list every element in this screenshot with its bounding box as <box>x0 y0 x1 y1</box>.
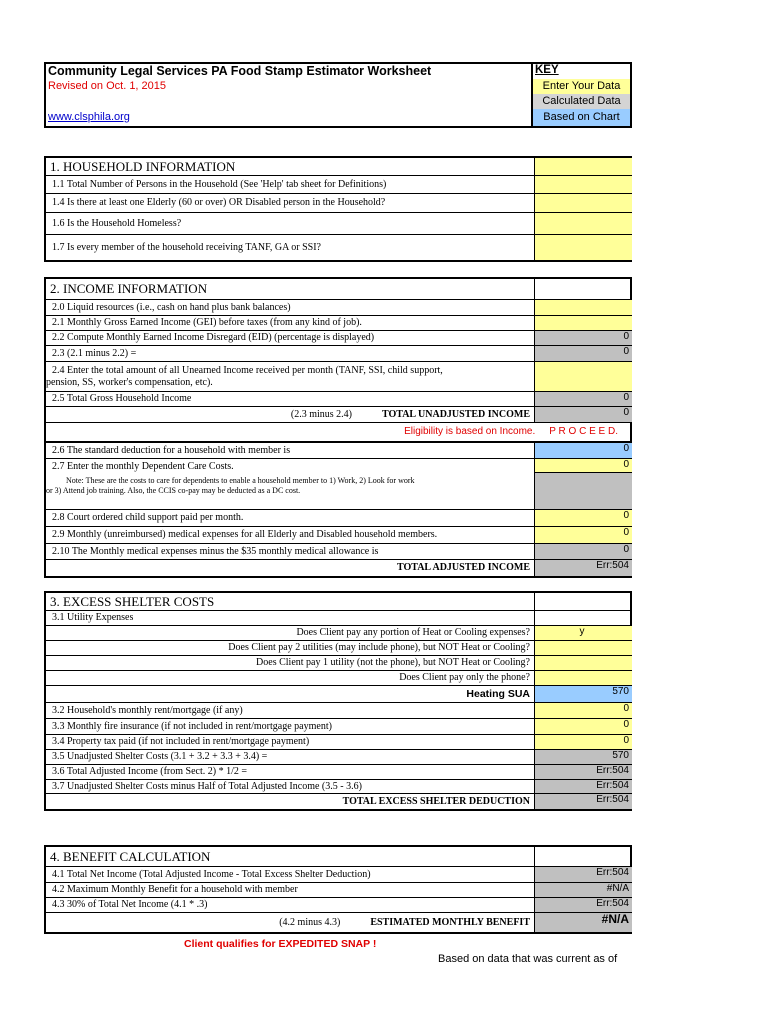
dependent-care-label <box>46 459 534 509</box>
row-3-5 <box>46 750 632 765</box>
row-heating-sua <box>46 686 632 703</box>
benefit-title-text: 4. BENEFIT CALCULATION <box>50 848 211 864</box>
row-3-3 <box>46 719 632 735</box>
row-2-7 <box>46 459 632 510</box>
row-1-7 <box>46 235 632 260</box>
benefit-title-cell <box>534 847 632 866</box>
row-total-unadjusted <box>46 407 632 423</box>
elderly-label: 1.4 Is there at least one Elderly (60 or over) OR Disabled person in the Household? <box>52 197 386 209</box>
row-3-1 <box>46 611 632 626</box>
total-unadjusted-label <box>46 407 534 422</box>
row-2-3 <box>46 346 632 362</box>
shelter-minus-value: Err:504 <box>534 780 632 793</box>
row-1-6 <box>46 213 632 235</box>
medical-minus-value: 0 <box>534 544 632 559</box>
shelter-section-title <box>46 593 632 611</box>
income-section-title <box>46 279 632 300</box>
fire-insurance-input[interactable]: 0 <box>534 719 632 734</box>
total-unadjusted-value: 0 <box>534 407 632 422</box>
one-utility-input[interactable] <box>534 656 632 670</box>
medical-label: 2.9 Monthly (unreimbursed) medical expenses for all Elderly and Disabled household members. <box>52 529 438 541</box>
homeless-label: 1.6 Is the Household Homeless? <box>52 217 182 229</box>
half-adjusted-label: 3.6 Total Adjusted Income (from Sect. 2) * 1/2 = <box>52 766 247 778</box>
row-4-2 <box>46 883 632 898</box>
persons-input[interactable] <box>534 176 632 193</box>
liquid-resources-input[interactable] <box>534 300 632 315</box>
dependent-care-gray <box>535 473 632 509</box>
row-2-6 <box>46 443 632 459</box>
household-title-cell <box>534 158 632 175</box>
phone-only-question: Does Client pay only the phone? <box>399 672 530 684</box>
shelter-minus-label: 3.7 Unadjusted Shelter Costs minus Half of Total Adjusted Income (3.5 - 3.6) <box>52 780 362 792</box>
row-2-4 <box>46 362 632 392</box>
utility-expenses-cell <box>534 611 632 625</box>
rent-label: 3.2 Household's monthly rent/mortgage (if any) <box>52 704 243 716</box>
row-2-2 <box>46 331 632 346</box>
fire-insurance-label: 3.3 Monthly fire insurance (if not included in rent/mortgage payment) <box>52 720 332 732</box>
max-benefit-label: 4.2 Maximum Monthly Benefit for a household with member <box>52 884 298 896</box>
liquid-resources-label: 2.0 Liquid resources (i.e., cash on hand plus bank balances) <box>52 301 291 313</box>
property-tax-label: 3.4 Property tax paid (if not included in rent/mortgage payment) <box>52 736 310 748</box>
estimated-benefit-calc: (4.2 minus 4.3) <box>279 916 341 928</box>
row-total-excess-shelter <box>46 794 632 809</box>
row-2-8 <box>46 510 632 527</box>
expedited-snap-message: Client qualifies for EXPEDITED SNAP ! <box>184 938 377 950</box>
row-4-1 <box>46 867 632 883</box>
total-unadjusted-calc: (2.3 minus 2.4) <box>290 408 352 420</box>
eligibility-text: Eligibility is based on Income. <box>404 426 536 438</box>
shelter-title-text: 3. EXCESS SHELTER COSTS <box>50 593 215 609</box>
row-utility-q3 <box>46 656 632 671</box>
total-adjusted-value: Err:504 <box>534 560 632 576</box>
phone-only-input[interactable] <box>534 671 632 685</box>
unadjusted-shelter-value: 570 <box>534 750 632 764</box>
estimated-benefit-value: #N/A <box>534 913 632 932</box>
key-calculated-data: Calculated Data <box>533 94 630 109</box>
max-benefit-value: #N/A <box>534 883 632 897</box>
tanf-label: 1.7 Is every member of the household receiving TANF, GA or SSI? <box>52 241 321 253</box>
estimated-benefit-label <box>46 913 534 932</box>
two-utilities-input[interactable] <box>534 641 632 655</box>
income-title-cell <box>534 279 632 299</box>
row-total-adjusted <box>46 560 632 576</box>
eid-label: 2.2 Compute Monthly Earned Income Disregard (EID) (percentage is displayed) <box>52 332 375 344</box>
eligibility-message <box>46 423 632 441</box>
estimated-benefit-text: ESTIMATED MONTHLY BENEFIT <box>370 916 530 928</box>
row-4-3 <box>46 898 632 913</box>
utility-expenses-label: 3.1 Utility Expenses <box>52 612 134 624</box>
child-support-input[interactable]: 0 <box>534 510 632 526</box>
thirty-percent-value: Err:504 <box>534 898 632 912</box>
row-2-0 <box>46 300 632 316</box>
row-3-2 <box>46 703 632 719</box>
medical-minus-label: 2.10 The Monthly medical expenses minus the $35 monthly medical allowance is <box>52 545 379 557</box>
row-3-6 <box>46 765 632 780</box>
homeless-input[interactable] <box>534 213 632 234</box>
unearned-label-line2: pension, SS, worker's compensation, etc). <box>46 376 213 388</box>
unadjusted-shelter-label: 3.5 Unadjusted Shelter Costs (3.1 + 3.2 + 3.3 + 3.4) = <box>52 751 268 763</box>
persons-label: 1.1 Total Number of Persons in the Household (See 'Help' tab sheet for Definitions) <box>52 178 387 190</box>
gei-minus-eid-value: 0 <box>534 346 632 361</box>
heating-sua-value: 570 <box>534 686 632 702</box>
gei-minus-eid-label: 2.3 (2.1 minus 2.2) = <box>52 347 137 359</box>
total-excess-shelter-value: Err:504 <box>534 794 632 809</box>
household-section-title <box>46 158 632 176</box>
row-utility-q2 <box>46 641 632 656</box>
data-currency-note: Based on data that was current as of <box>438 953 618 965</box>
heating-sua-label: Heating SUA <box>466 687 530 700</box>
heat-cooling-question: Does Client pay any portion of Heat or Cooling expenses? <box>296 627 530 639</box>
eid-value: 0 <box>534 331 632 345</box>
revised-date: Revised on Oct. 1, 2015 <box>48 80 167 92</box>
dependent-care-input[interactable]: 0 <box>535 459 632 473</box>
gross-household-value: 0 <box>534 392 632 406</box>
net-income-value: Err:504 <box>534 867 632 882</box>
dependent-care-cell <box>534 459 632 509</box>
dependent-care-note-1: Note: These are the costs to care for dependents to enable a household member to 1) Work, 2) Look for work <box>66 475 415 485</box>
half-adjusted-value: Err:504 <box>534 765 632 779</box>
thirty-percent-label: 4.3 30% of Total Net Income (4.1 * .3) <box>52 899 208 911</box>
medical-input[interactable]: 0 <box>534 527 632 543</box>
gross-earned-input[interactable] <box>534 316 632 330</box>
unearned-label <box>46 362 534 391</box>
key-enter-your-data: Enter Your Data <box>533 79 630 94</box>
row-2-5 <box>46 392 632 407</box>
website-link[interactable]: www.clsphila.org <box>48 111 130 123</box>
benefit-section-title <box>46 847 632 867</box>
unearned-input[interactable] <box>534 362 632 391</box>
row-estimated-benefit <box>46 913 632 932</box>
row-utility-q1 <box>46 626 632 641</box>
total-unadjusted-text: TOTAL UNADJUSTED INCOME <box>382 408 530 420</box>
income-title-text: 2. INCOME INFORMATION <box>50 281 208 296</box>
gross-household-label: 2.5 Total Gross Household Income <box>52 393 192 405</box>
dependent-care-text: 2.7 Enter the monthly Dependent Care Costs. <box>52 461 234 472</box>
total-excess-shelter-label: TOTAL EXCESS SHELTER DEDUCTION <box>342 795 530 807</box>
heat-cooling-input[interactable]: y <box>534 626 632 640</box>
row-3-7 <box>46 780 632 794</box>
child-support-label: 2.8 Court ordered child support paid per month. <box>52 512 244 524</box>
standard-deduction-label: 2.6 The standard deduction for a household with member is <box>52 444 291 456</box>
household-title-text: 1. HOUSEHOLD INFORMATION <box>50 158 236 174</box>
shelter-title-cell <box>534 593 632 610</box>
row-3-4 <box>46 735 632 750</box>
row-eligibility <box>46 423 632 443</box>
row-1-4 <box>46 194 632 213</box>
worksheet-title: Community Legal Services PA Food Stamp Estimator Worksheet <box>48 64 432 78</box>
tanf-input[interactable] <box>534 235 632 260</box>
row-1-1 <box>46 176 632 194</box>
key-title: KEY <box>535 64 559 76</box>
elderly-input[interactable] <box>534 194 632 212</box>
two-utilities-question: Does Client pay 2 utilities (may include phone), but NOT Heat or Cooling? <box>228 642 530 654</box>
proceed-text: P R O C E E D. <box>549 426 618 438</box>
gross-earned-label: 2.1 Monthly Gross Earned Income (GEI) before taxes (from any kind of job). <box>52 317 362 329</box>
key-based-on-chart: Based on Chart <box>533 109 630 126</box>
rent-input[interactable]: 0 <box>534 703 632 718</box>
property-tax-input[interactable]: 0 <box>534 735 632 749</box>
row-utility-q4 <box>46 671 632 686</box>
dependent-care-note-2: or 3) Attend job training. Also, the CCIS co-pay may be deducted as a DC cost. <box>46 485 301 495</box>
standard-deduction-value: 0 <box>534 443 632 458</box>
one-utility-question: Does Client pay 1 utility (not the phone), but NOT Heat or Cooling? <box>256 657 530 669</box>
row-2-10 <box>46 544 632 560</box>
net-income-label: 4.1 Total Net Income (Total Adjusted Income - Total Excess Shelter Deduction) <box>52 868 371 880</box>
unearned-label-line1: 2.4 Enter the total amount of all Unearned Income received per month (TANF, SSI, child support, <box>52 365 443 376</box>
row-2-9 <box>46 527 632 544</box>
row-2-1 <box>46 316 632 331</box>
total-adjusted-label: TOTAL ADJUSTED INCOME <box>397 562 530 574</box>
